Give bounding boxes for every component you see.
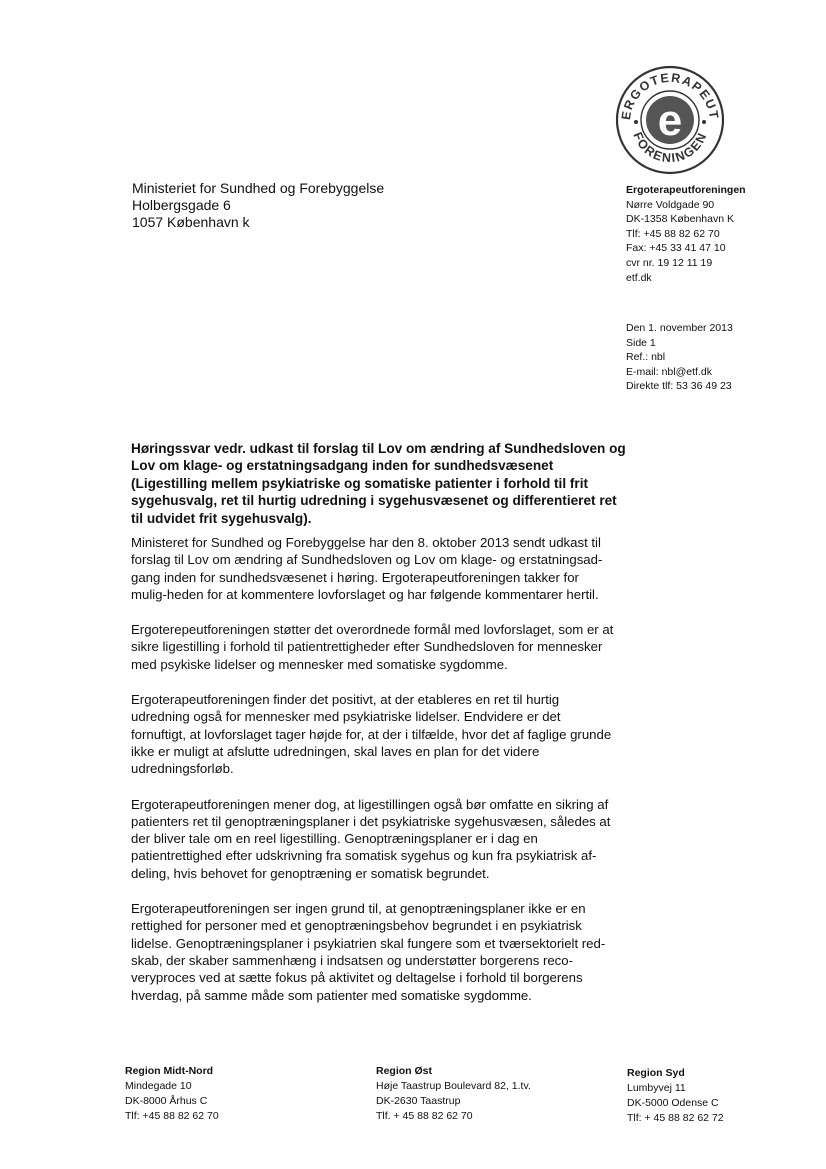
footer-region-title: Region Midt-Nord bbox=[125, 1065, 214, 1077]
sender-fax: Fax: +45 33 41 47 10 bbox=[626, 242, 726, 255]
letter-direct-phone: Direkte tlf: 53 36 49 23 bbox=[626, 380, 732, 393]
footer-region-city: DK-2630 Taastrup bbox=[376, 1095, 461, 1107]
footer-region-syd bbox=[627, 1066, 724, 1126]
logo-svg bbox=[614, 64, 726, 176]
letter-ref: Ref.: nbl bbox=[626, 351, 666, 364]
letter-date: Den 1. november 2013 bbox=[626, 322, 733, 334]
sender-web-link[interactable]: etf.dk bbox=[626, 271, 652, 284]
recipient-address bbox=[132, 180, 384, 231]
letter-email[interactable]: E-mail: nbl@etf.dk bbox=[626, 365, 712, 378]
recipient-street: Holbergsgade 6 bbox=[132, 197, 231, 213]
logo-letter: e bbox=[657, 96, 683, 145]
footer-region-city: DK-8000 Århus C bbox=[125, 1095, 208, 1107]
footer-region-ost bbox=[376, 1064, 531, 1124]
footer-region-phone: Tlf. + 45 88 82 62 70 bbox=[376, 1110, 473, 1122]
body-paragraph: Ergoterapeutforeningen ser ingen grund til, at genoptræningsplaner ikke er en rettighed for personer med et genoptræningsbehov begrundet i en psykiatrisk lidelse. Genoptræningsplaner i psykiatrien skal fungere som et tværsektorielt red-skab, der skaber sammenhæng i indsatsen og understøtter borgerens reco-veryproces ved at sætte fokus på aktivitet og deltagelse i forhold til borgerens hverdag, på samme måde som patienter med somatiske sygdomme. bbox=[131, 901, 606, 1003]
sender-street: Nørre Voldgade 90 bbox=[626, 198, 715, 211]
footer-region-street: Lumbyvej 11 bbox=[627, 1082, 686, 1094]
recipient-name: Ministeriet for Sundhed og Forebyggelse bbox=[132, 180, 385, 196]
footer-region-street: Mindegade 10 bbox=[125, 1080, 192, 1092]
sender-phone: Tlf: +45 88 82 62 70 bbox=[626, 227, 720, 240]
letter-page: Side 1 bbox=[626, 336, 656, 349]
ergoterapeutforeningen-logo-icon bbox=[614, 64, 726, 176]
sender-cvr: cvr nr. 19 12 11 19 bbox=[626, 256, 713, 269]
footer-region-title: Region Syd bbox=[627, 1067, 685, 1079]
footer-region-title: Region Øst bbox=[376, 1065, 433, 1077]
sender-address bbox=[626, 183, 816, 285]
footer-region-city: DK-5000 Odense C bbox=[627, 1097, 719, 1109]
sender-org: Ergoterapeutforeningen bbox=[626, 184, 746, 196]
body-paragraph: Ergoterapeutforeningen mener dog, at ligestillingen også bør omfatte en sikring af patienters ret til genoptræningsplaner i det psykiatriske sygehusvæsen, således at der bliver tale om en reel ligestilling. Genoptræningsplaner er i dag en patientrettighed efter udskrivning fra somatisk sygehus og kun fra psykiatrisk af-deling, hvis behovet for genoptræning er somatisk begrundet. bbox=[131, 796, 611, 881]
body-paragraph: Ergoterapeutforeningen finder det positivt, at der etableres en ret til hurtig udredning også for mennesker med psykiatriske lidelser. Endvidere er det fornuftigt, at lovforslaget tager højde for, at der i tilfælde, hvor det af faglige grunde ikke er muligt at afslutte udredningen, skal laves en plan for det videre udredningsforløb. bbox=[131, 692, 612, 777]
body-paragraph: Ergoterepeutforeningen støtter det overordnede formål med lovforslaget, som er at sikre ligestilling i forhold til patientrettigheder efter Sundhedsloven for mennesker med psykiske lidelser og mennesker med somatiske sygdomme. bbox=[131, 622, 614, 672]
letter-subject: Høringssvar vedr. udkast til forslag til Lov om ændring af Sundhedsloven og Lov om klage- og erstatningsadgang inden for sundhedsvæsenet (Ligestilling mellem psykiatriske og somatiske patienter i forhold til frit sygehusvalg, ret til hurtig udredning i sygehusvæsenet og differentieret ret til udvidet frit sygehusvalg). bbox=[131, 441, 626, 526]
footer-region-street: Høje Taastrup Boulevard 82, 1.tv. bbox=[376, 1080, 531, 1092]
logo-top-text: ERGOTERAPEUT bbox=[618, 70, 722, 121]
body-paragraph: Ministeret for Sundhed og Forebyggelse har den 8. oktober 2013 sendt udkast til forslag til Lov om ændring af Sundhedsloven og Lov om klage- og erstatningsad-gang inden for sundhedsvæsenet i høring. Ergoterapeutforeningen takker for mulig-heden for at kommentere lovforslaget og har følgende kommentarer hertil. bbox=[131, 535, 603, 602]
footer-region-phone: Tlf: +45 88 82 62 70 bbox=[125, 1110, 219, 1122]
recipient-city: 1057 København k bbox=[132, 214, 250, 230]
sender-city: DK-1358 København K bbox=[626, 213, 734, 226]
footer-region-phone: Tlf: + 45 88 82 62 72 bbox=[627, 1112, 724, 1124]
logo-bottom-text: FORENINGEN bbox=[630, 129, 710, 166]
letter-meta bbox=[626, 321, 816, 394]
footer-region-midt-nord bbox=[125, 1064, 219, 1124]
letter-body bbox=[131, 534, 617, 1022]
